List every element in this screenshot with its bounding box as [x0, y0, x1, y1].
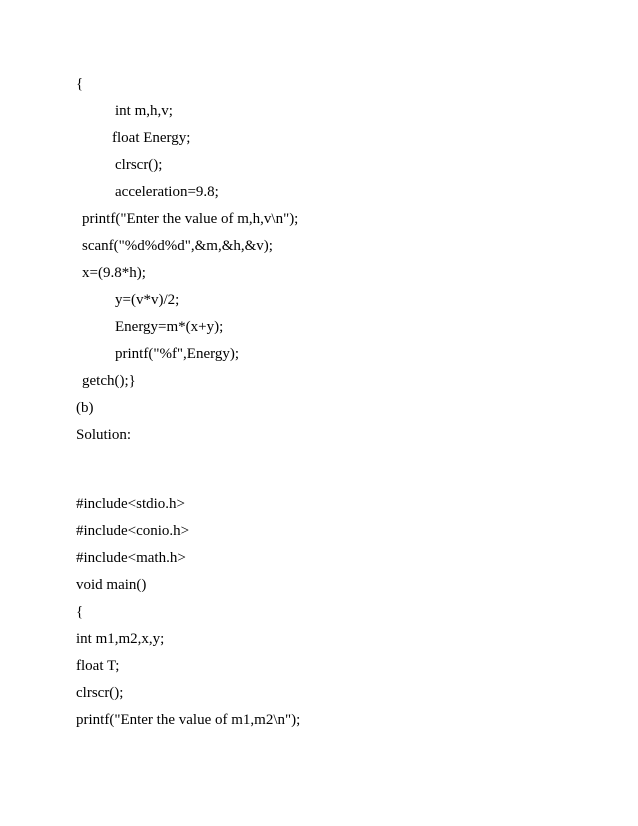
code-line-open-brace: {: [76, 76, 84, 92]
code-line-int-declaration-2: int m1,m2,x,y;: [76, 631, 165, 647]
code-line-include-stdio: #include<stdio.h>: [76, 496, 185, 512]
section-label-b: (b): [76, 400, 94, 416]
code-line-printf-energy: printf("%f",Energy);: [115, 346, 240, 362]
code-line-open-brace-2: {: [76, 604, 84, 620]
code-line-printf-prompt: printf("Enter the value of m,h,v\n");: [82, 211, 299, 227]
code-line-float-declaration-2: float T;: [76, 658, 120, 674]
code-line-int-declaration: int m,h,v;: [115, 103, 173, 119]
code-line-y-assign: y=(v*v)/2;: [115, 292, 180, 308]
code-line-clrscr-2: clrscr();: [76, 685, 124, 701]
code-line-void-main: void main(): [76, 577, 147, 593]
code-line-include-conio: #include<conio.h>: [76, 523, 190, 539]
code-line-include-math: #include<math.h>: [76, 550, 186, 566]
code-line-getch: getch();}: [82, 373, 136, 389]
solution-heading: Solution:: [76, 427, 132, 443]
code-line-acceleration: acceleration=9.8;: [115, 184, 219, 200]
code-line-x-assign: x=(9.8*h);: [82, 265, 146, 281]
code-line-float-declaration: float Energy;: [112, 130, 191, 146]
code-line-energy-assign: Energy=m*(x+y);: [115, 319, 224, 335]
code-line-clrscr: clrscr();: [115, 157, 163, 173]
code-line-scanf: scanf("%d%d%d",&m,&h,&v);: [82, 238, 273, 254]
code-line-printf-prompt-2: printf("Enter the value of m1,m2\n");: [76, 712, 301, 728]
